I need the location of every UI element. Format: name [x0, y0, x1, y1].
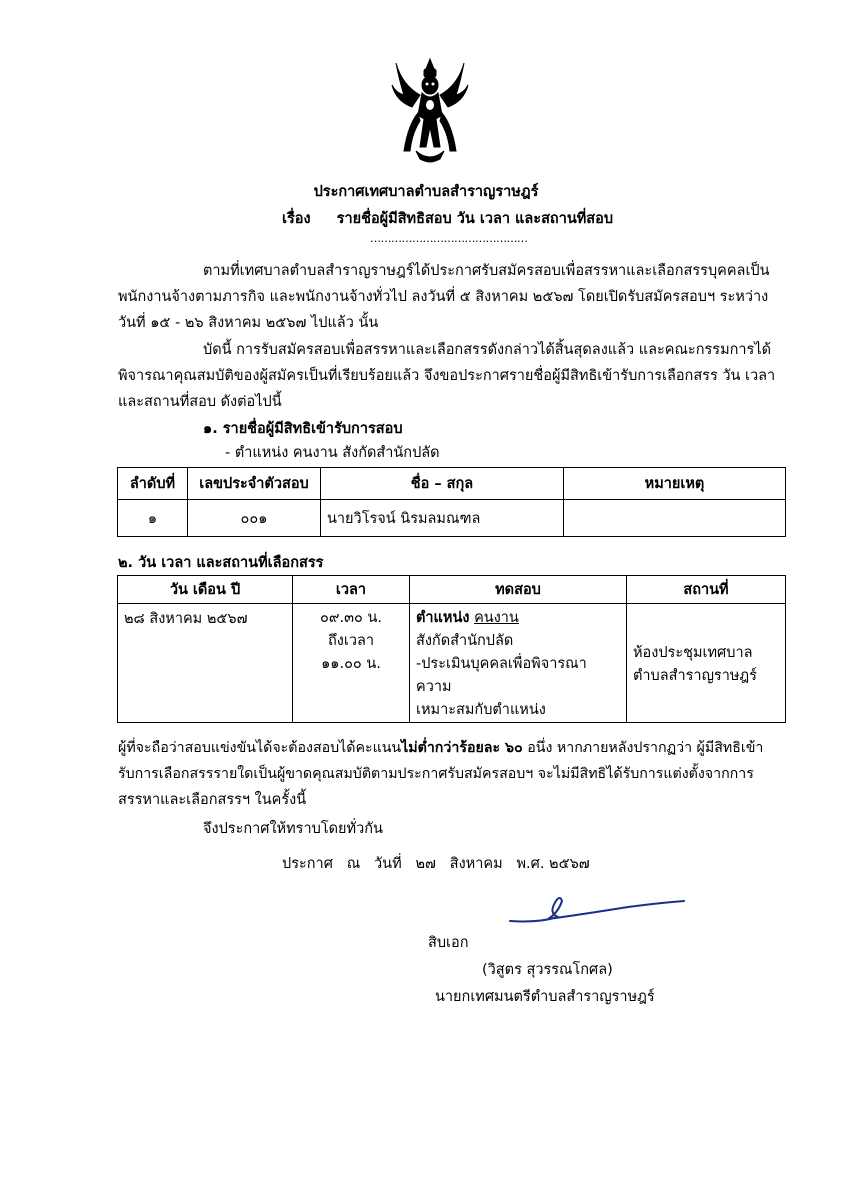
intro-p2-line1: บัดนี้ การรับสมัครสอบเพื่อสรรหาและเลือกสรรดังกล่าวได้สิ้นสุดลงแล้ว และคณะกรรมการได้ [203, 342, 772, 358]
announce-date: ประกาศ ณ วันที่ ๒๗ สิงหาคม พ.ศ. ๒๕๖๗ [282, 856, 590, 872]
table-row [118, 604, 786, 723]
signer-name: (วิสูตร สุวรรณโกศล) [482, 962, 613, 978]
section2-heading: ๒. วัน เวลา และสถานที่เลือกสรร [118, 555, 324, 571]
candidate-table [117, 467, 786, 537]
schedule-table-header [118, 576, 786, 604]
cell-place [627, 604, 786, 723]
page-title: ประกาศเทศบาลตำบลสำราญราษฎร์ [313, 184, 539, 200]
criteria-text-c: อนึ่ง หากภายหลังปรากฏว่า ผู้มีสิทธิเข้า [522, 740, 764, 756]
section1-position: - ตำแหน่ง คนงาน สังกัดสำนักปลัด [225, 445, 440, 461]
announce-text: จึงประกาศให้ทราบโดยทั่วกัน [203, 821, 383, 837]
cell-time [293, 604, 410, 723]
col-header-name: ชื่อ – สกุล [321, 468, 564, 500]
intro-p2-line2: พิจารณาคุณสมบัติของผู้สมัครเป็นที่เรียบร้อยแล้ว จึงขอประกาศรายชื่อผู้มีสิทธิเข้ารับการเลือกสรร วัน เวลา [118, 368, 776, 384]
test-line4: เหมาะสมกับตำแหน่ง [416, 702, 546, 718]
col-header-note: หมายเหตุ [564, 468, 786, 500]
section1-heading: ๑. รายชื่อผู้มีสิทธิเข้ารับการสอบ [203, 421, 403, 437]
col-header-time: เวลา [293, 576, 410, 604]
criteria-line1 [118, 735, 763, 761]
criteria-text-a: ผู้ที่จะถือว่าสอบแข่งขันได้จะต้องสอบได้คะแนน [118, 740, 402, 756]
cell-name: นายวิโรจน์ นิรมลมณฑล [321, 500, 564, 537]
time-start: ๐๙.๓๐ น. [320, 610, 382, 626]
criteria-line2: รับการเลือกสรรรายใดเป็นผู้ขาดคุณสมบัติตามประกาศรับสมัครสอบฯ จะไม่มีสิทธิได้รับการแต่งตั้งจากการ [118, 766, 754, 782]
signer-rank: สิบเอก [428, 935, 469, 951]
intro-p1-line3: วันที่ ๑๕ - ๒๖ สิงหาคม ๒๕๖๗ ไปแล้ว นั้น [118, 315, 379, 331]
intro-p1-line1: ตามที่เทศบาลตำบลสำราญราษฎร์ได้ประกาศรับสมัครสอบเพื่อสรรหาและเลือกสรรบุคคลเป็น [203, 263, 770, 279]
cell-exam-id: ๐๐๑ [188, 500, 321, 537]
signer-title: นายกเทศมนตรีตำบลสำราญราษฎร์ [435, 989, 655, 1005]
subject-text: รายชื่อผู้มีสิทธิสอบ วัน เวลา และสถานที่สอบ [336, 211, 614, 227]
col-header-place: สถานที่ [627, 576, 786, 604]
test-line2: สังกัดสำนักปลัด [416, 633, 514, 649]
cell-test [410, 604, 627, 723]
col-header-date: วัน เดือน ปี [118, 576, 293, 604]
col-header-no: ลำดับที่ [118, 468, 188, 500]
place-line1: ห้องประชุมเทศบาล [633, 645, 753, 661]
test-label: ตำแหน่ง [416, 610, 470, 626]
dotted-divider: ……………………………………… [370, 232, 528, 245]
candidate-table-header [118, 468, 786, 500]
test-line1 [416, 607, 620, 630]
subject-label: เรื่อง [282, 211, 311, 227]
place-line2: ตำบลสำราญราษฎร์ [633, 668, 757, 684]
time-end: ๑๑.๐๐ น. [321, 656, 381, 672]
intro-p1-line2: พนักงานจ้างตามภารกิจ และพนักงานจ้างทั่วไป ลงวันที่ ๕ สิงหาคม ๒๕๖๗ โดยเปิดรับสมัครสอบฯ ระหว่าง [118, 289, 769, 305]
test-line3: -ประเมินบุคคลเพื่อพิจารณาความ [416, 656, 587, 695]
signature-icon [508, 893, 688, 933]
cell-no: ๑ [118, 500, 188, 537]
col-header-exam-id: เลขประจำตัวสอบ [188, 468, 321, 500]
time-mid: ถึงเวลา [328, 633, 374, 649]
garuda-emblem-icon [390, 55, 470, 165]
schedule-table [117, 575, 786, 723]
cell-date: ๒๘ สิงหาคม ๒๕๖๗ [118, 604, 293, 723]
criteria-score: ไม่ต่ำกว่าร้อยละ ๖๐ [401, 740, 523, 756]
col-header-test: ทดสอบ [410, 576, 627, 604]
criteria-line3: สรรหาและเลือกสรรฯ ในครั้งนี้ [118, 792, 307, 808]
table-row [118, 500, 786, 537]
intro-p2-line3: และสถานที่สอบ ดังต่อไปนี้ [118, 394, 282, 410]
cell-note [564, 500, 786, 537]
subject-line [282, 207, 613, 230]
test-position: คนงาน [474, 610, 519, 626]
